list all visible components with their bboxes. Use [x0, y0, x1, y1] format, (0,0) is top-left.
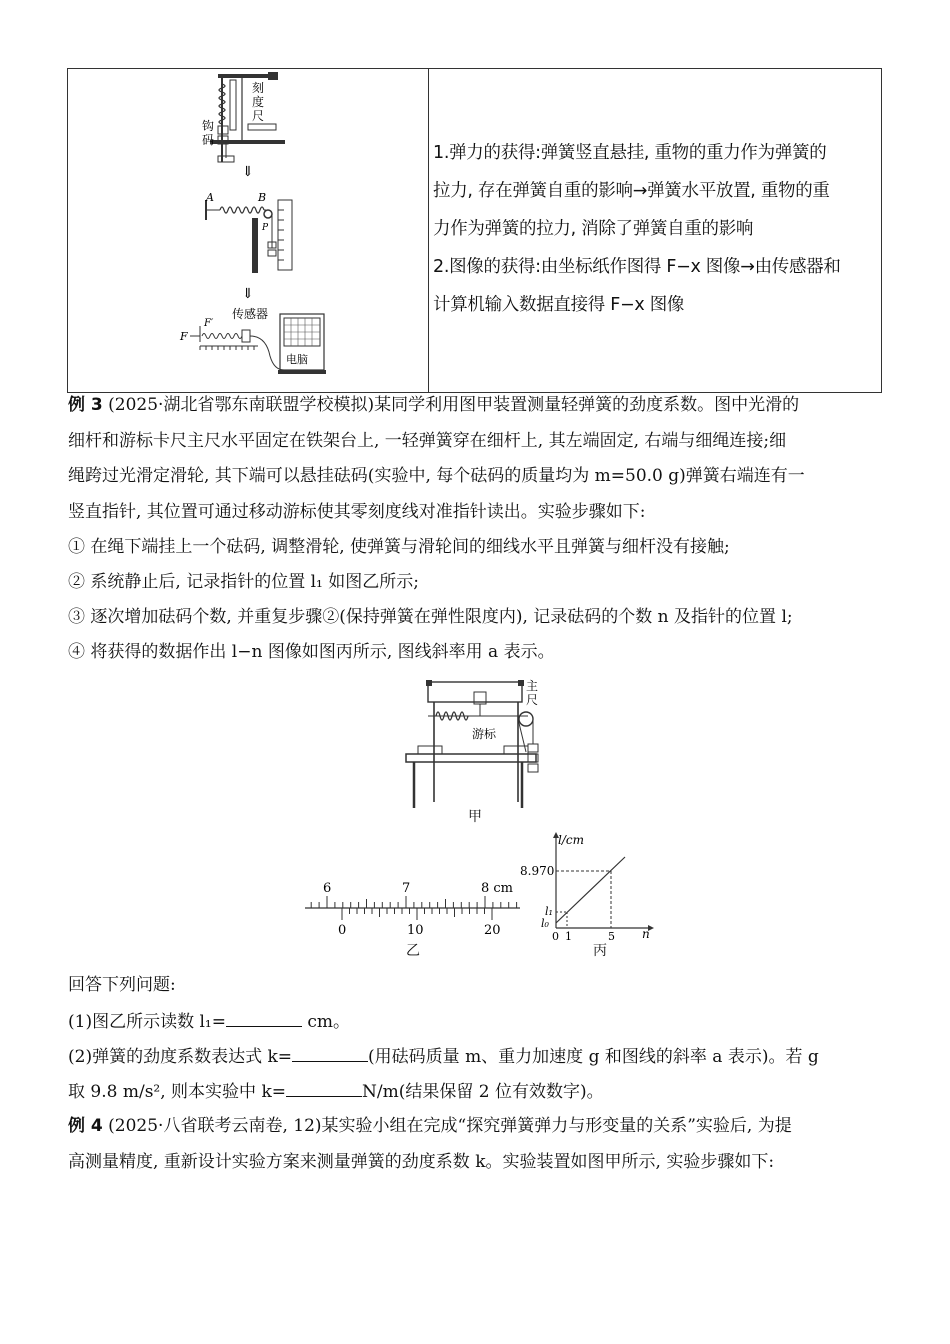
label-ruler-2: 度 — [252, 95, 265, 109]
figure-jia-apparatus — [400, 674, 560, 824]
question-2-line-1 — [68, 1039, 819, 1075]
q2-line2-suffix: N/m(结果保留 2 位有效数字)。 — [362, 1082, 604, 1102]
table-text-line: 计算机输入数据直接得 F−x 图像 — [433, 295, 685, 315]
label-main-scale-2: 尺 — [526, 693, 539, 707]
vernier-scale-ticks — [342, 908, 492, 920]
vertical-spring-setup — [202, 72, 285, 162]
label-main-scale-1: 主 — [526, 679, 539, 693]
example4-text: 某实验小组在完成“探究弹簧弹力与形变量的关系”实验后, 为提 — [321, 1116, 792, 1136]
table-text-line: 2.图像的获得:由坐标纸作图得 F−x 图像→由传感器和 — [433, 257, 841, 277]
q2-prefix: (2)弹簧的劲度系数表达式 k= — [68, 1047, 293, 1067]
label-hook-1: 钩 — [202, 119, 215, 133]
sensor-setup — [179, 306, 326, 374]
example4-source: (2025·八省联考云南卷, 12) — [108, 1116, 322, 1136]
q1-suffix: cm。 — [301, 1012, 351, 1032]
label-force-f: F — [180, 330, 188, 343]
y-tick-l1: l₁ — [545, 905, 553, 918]
figure-bing-graph — [520, 828, 656, 943]
example3-line-1 — [68, 387, 799, 423]
caption-yi: 乙 — [406, 943, 420, 959]
label-ruler-1: 刻 — [252, 81, 265, 95]
label-force-f-prime: F′ — [204, 318, 214, 329]
y-axis-label: l/cm — [558, 833, 584, 847]
q2-line2-prefix: 取 9.8 m/s², 则本实验中 k= — [68, 1082, 286, 1102]
x-tick-0: 0 — [552, 930, 559, 943]
label-ruler-3: 尺 — [252, 109, 265, 123]
example4-label: 例 4 — [68, 1116, 103, 1136]
questions-intro: 回答下列问题: — [68, 975, 176, 995]
caption-bing: 丙 — [593, 943, 607, 959]
example3-line-3: 绳跨过光滑定滑轮, 其下端可以悬挂砝码(实验中, 每个砝码的质量均为 m=50.0 g)弹簧右端连有一 — [68, 466, 805, 486]
main-tick-label-6: 6 — [323, 881, 332, 896]
example3-label: 例 3 — [68, 395, 103, 415]
q1-answer-blank[interactable] — [226, 1009, 302, 1027]
label-vernier: 游标 — [472, 727, 497, 741]
example3-text: 某同学利用图甲装置测量轻弹簧的劲度系数。图中光滑的 — [374, 395, 800, 415]
main-scale-ticks — [311, 896, 516, 908]
q2-suffix: (用砝码质量 m、重力加速度 g 和图线的斜率 a 表示)。若 g — [368, 1047, 819, 1067]
main-tick-label-8: 8 cm — [481, 881, 514, 896]
example3-step-3: ③ 逐次增加砝码个数, 并重复步骤②(保持弹簧在弹性限度内), 记录砝码的个数 n 及指针的位置 l; — [68, 607, 793, 627]
arrow-down-icon-2: ⇓ — [242, 286, 254, 302]
label-point-a: A — [206, 191, 214, 204]
example4-line-1 — [68, 1108, 792, 1144]
question-1 — [68, 1004, 350, 1040]
vernier-tick-label-20: 20 — [484, 923, 501, 938]
table-divider — [428, 68, 429, 393]
table-text-line: 1.弹力的获得:弹簧竖直悬挂, 重物的重力作为弹簧的 — [433, 143, 827, 163]
label-point-p: P — [262, 223, 269, 233]
example3-step-4: ④ 将获得的数据作出 l−n 图像如图丙所示, 图线斜率用 a 表示。 — [68, 642, 555, 662]
label-point-b: B — [258, 191, 267, 204]
spring-apparatus-figure — [170, 70, 340, 385]
example3-step-1: ① 在绳下端挂上一个砝码, 调整滑轮, 使弹簧与滑轮间的细线水平且弹簧与细杆没有接触; — [68, 537, 730, 557]
arrow-down-icon: ⇓ — [242, 164, 254, 180]
vernier-tick-label-10: 10 — [407, 923, 424, 938]
q2-expression-blank[interactable] — [292, 1044, 368, 1062]
vernier-tick-label-0: 0 — [338, 923, 347, 938]
example3-line-4: 竖直指针, 其位置可通过移动游标使其零刻度线对准指针读出。实验步骤如下: — [68, 502, 646, 522]
label-computer: 电脑 — [286, 353, 308, 366]
caption-jia: 甲 — [468, 809, 482, 825]
example3-line-2: 细杆和游标卡尺主尺水平固定在铁架台上, 一轻弹簧穿在细杆上, 其左端固定, 右端与细绳连接;细 — [68, 431, 787, 451]
label-sensor: 传感器 — [232, 307, 269, 321]
example4-line-2: 高测量精度, 重新设计实验方案来测量弹簧的劲度系数 k。实验装置如图甲所示, 实验步骤如下: — [68, 1152, 775, 1172]
q2-value-blank[interactable] — [286, 1079, 362, 1097]
table-text-line: 力作为弹簧的拉力, 消除了弹簧自重的影响 — [433, 219, 754, 239]
question-2-line-2 — [68, 1074, 604, 1110]
y-tick-8970: 8.970 — [520, 864, 555, 878]
series-line — [556, 857, 625, 923]
horizontal-spring-setup — [205, 191, 292, 273]
q1-prefix: (1)图乙所示读数 l₁= — [68, 1012, 226, 1032]
example3-step-2: ② 系统静止后, 记录指针的位置 l₁ 如图乙所示; — [68, 572, 419, 592]
label-hook-2: 码 — [202, 133, 215, 147]
x-tick-1: 1 — [565, 930, 572, 943]
y-tick-l0: l₀ — [541, 917, 549, 930]
example3-source: (2025·湖北省鄂东南联盟学校模拟) — [108, 395, 375, 415]
table-text-line: 拉力, 存在弹簧自重的影响→弹簧水平放置, 重物的重 — [433, 181, 830, 201]
table-explanation — [433, 134, 878, 324]
main-tick-label-7: 7 — [402, 881, 411, 896]
x-tick-5: 5 — [608, 930, 615, 943]
x-axis-label: n — [642, 927, 650, 941]
